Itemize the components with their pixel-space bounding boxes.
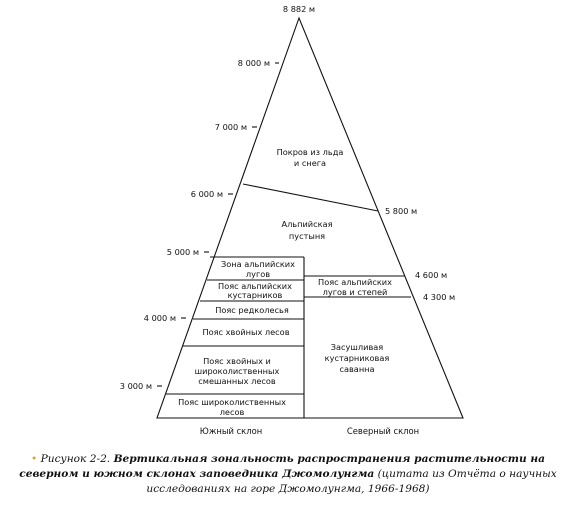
zone-savanna-line2: кустарниковая [324, 353, 390, 363]
zone-ice-snow-line2: и снега [293, 158, 327, 168]
altitude-5800-label: 5 800 м [385, 206, 418, 216]
zone-sparse-forest-label: Пояс редколесья [215, 305, 289, 315]
caption-title: Вертикальная зональность распространения растительности на северном и южном склонах заповедника Джомолунгма [19, 453, 545, 480]
zone-savanna-line3: саванна [339, 364, 375, 374]
zone-alpine-shrubs-line2: кустарников [227, 290, 283, 300]
caption-prefix: Рисунок 2-2. [40, 453, 111, 465]
south-slope-label: Южный склон [199, 426, 263, 436]
altitude-4000-label: 4 000 м [143, 313, 176, 323]
altitude-4300-label: 4 300 м [423, 292, 456, 302]
zone-savanna-line1: Засушливая [330, 342, 384, 352]
zone-broadleaf-line2: лесов [219, 407, 245, 417]
zone-conifer-label: Пояс хвойных лесов [202, 327, 290, 337]
zone-broadleaf-line1: Пояс широколиственных [178, 397, 286, 407]
altitude-8000-label: 8 000 м [237, 58, 270, 68]
altitude-4600-label: 4 600 м [415, 270, 448, 280]
zone-alpine-meadows-line1: Зона альпийских [221, 259, 295, 269]
figure-caption [8, 452, 568, 497]
zone-mixed-line3: смешанных лесов [198, 376, 276, 386]
zone-alpine-meadows-line2: лугов [245, 269, 271, 279]
bullet-icon: • [31, 453, 38, 465]
north-slope-label: Северный склон [346, 426, 420, 436]
snow-line-boundary [243, 184, 378, 211]
zone-mixed-line2: широколиственных [194, 366, 280, 376]
zone-alpine-desert-line1: Альпийская [281, 219, 333, 229]
altitude-3000-label: 3 000 м [119, 381, 152, 391]
altitude-6000-label: 6 000 м [190, 189, 223, 199]
altitude-7000-label: 7 000 м [214, 122, 247, 132]
zone-meadows-steppes-line1: Пояс альпийских [318, 277, 392, 287]
zone-mixed-line1: Пояс хвойных и [203, 356, 271, 366]
zone-alpine-shrubs-line1: Пояс альпийских [218, 281, 292, 291]
caption-source: (цитата из Отчёта о научных исследованиях на горе Джомолунгма, 1966-1968) [146, 468, 557, 495]
altitude-peak-label: 8 882 м [282, 4, 316, 14]
altitude-5000-label: 5 000 м [166, 247, 199, 257]
zone-ice-snow-line1: Покров из льда [276, 147, 344, 157]
zone-meadows-steppes-line2: лугов и степей [322, 287, 388, 297]
zone-alpine-desert-line2: пустыня [288, 231, 326, 241]
